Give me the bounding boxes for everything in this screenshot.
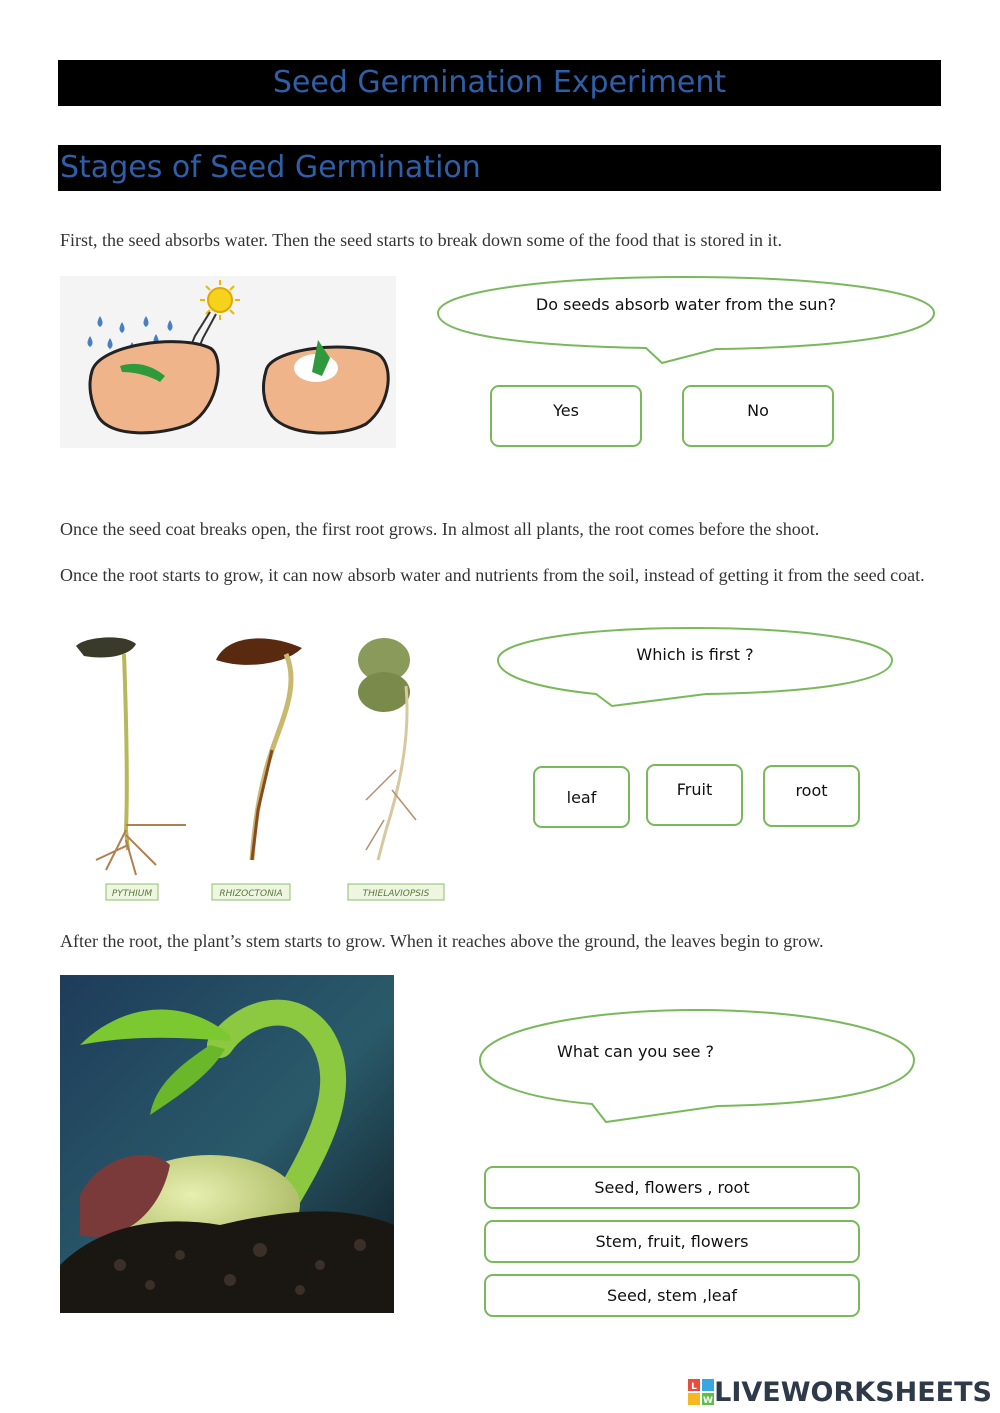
liveworksheets-logo-icon	[688, 1379, 714, 1405]
answer-yes-button[interactable]: Yes	[490, 385, 642, 447]
svg-text:W: W	[703, 1396, 714, 1406]
svg-text:L: L	[691, 1382, 698, 1392]
label-pythium: PYTHIUM	[111, 889, 153, 899]
paragraph-root-grows: Once the seed coat breaks open, the first root grows. In almost all plants, the root comes before the shoot.	[60, 519, 820, 539]
liveworksheets-logo	[688, 1377, 992, 1407]
answer-leaf-button[interactable]: leaf	[533, 766, 630, 828]
speech-bubble-q1	[436, 275, 936, 367]
seed-absorbing-water-illustration	[60, 276, 396, 448]
answer-seed-stem-leaf-button[interactable]: Seed, stem ,leaf	[484, 1274, 860, 1317]
answer-seed-flowers-root-button[interactable]: Seed, flowers , root	[484, 1166, 860, 1209]
section-title: Stages of Seed Germination	[60, 150, 481, 185]
question-1: Do seeds absorb water from the sun?	[535, 295, 837, 314]
label-thielaviopsis: THIELAVIOPSIS	[362, 889, 430, 899]
question-2: Which is first ?	[636, 645, 754, 664]
answer-no-button[interactable]: No	[682, 385, 834, 447]
paragraph-root-absorbs: Once the root starts to grow, it can now absorb water and nutrients from the soil, instead of getting it from the seed coat.	[60, 565, 925, 585]
section-title-banner	[58, 145, 941, 191]
page-title: Seed Germination Experiment	[272, 65, 727, 100]
speech-bubble-q3	[478, 1008, 916, 1124]
answer-root-button[interactable]: root	[763, 765, 860, 827]
label-rhizoctonia: RHIZOCTONIA	[219, 889, 283, 899]
liveworksheets-logo-text: LIVEWORKSHEETS	[714, 1376, 992, 1408]
sprouting-seed-photo	[60, 975, 394, 1313]
answer-fruit-button[interactable]: Fruit	[646, 764, 743, 826]
seedlings-roots-photo	[66, 630, 464, 906]
question-3: What can you see ?	[557, 1042, 715, 1061]
paragraph-seed-absorbs: First, the seed absorbs water. Then the seed starts to break down some of the food that is stored in it.	[60, 230, 783, 250]
page-title-banner	[58, 60, 941, 106]
paragraph-stem-grows: After the root, the plant’s stem starts to grow. When it reaches above the ground, the leaves begin to grow.	[60, 931, 824, 951]
answer-stem-fruit-flowers-button[interactable]: Stem, fruit, flowers	[484, 1220, 860, 1263]
speech-bubble-q2	[496, 626, 894, 708]
